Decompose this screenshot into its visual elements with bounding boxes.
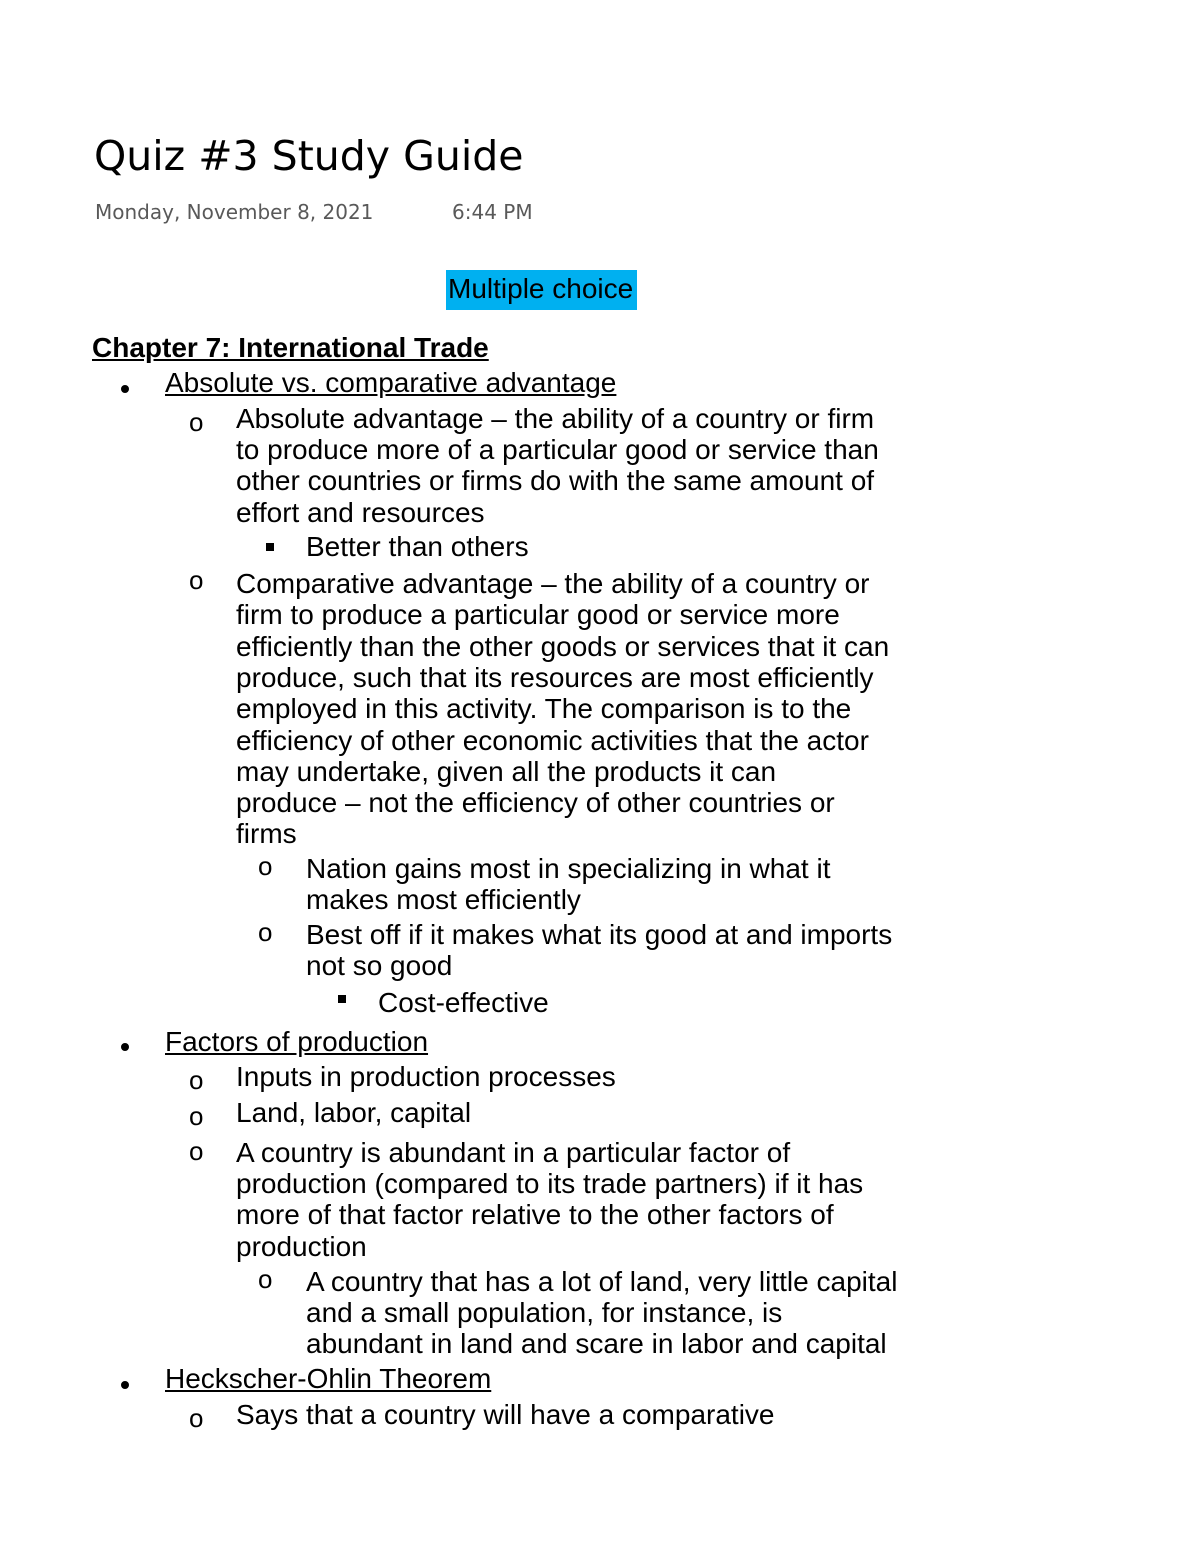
bullet-circle-icon: o (189, 1101, 204, 1131)
comparative-line-4: produce, such that its resources are most efficiently (236, 662, 874, 693)
bullet-square-icon (266, 543, 274, 551)
note-time: 6:44 PM (452, 200, 533, 224)
bullet-factors: Factors of production (165, 1026, 429, 1057)
comparative-line-6: efficiency of other economic activities that the actor (236, 725, 869, 756)
bullet-circle-icon: o (189, 1136, 204, 1166)
ho-item-1: Says that a country will have a comparative (236, 1399, 775, 1430)
absolute-line-4: effort and resources (236, 497, 485, 528)
bullet-dot-icon (121, 385, 129, 393)
bullet-circle-icon: o (189, 407, 204, 437)
bullet-dot-icon (121, 1381, 129, 1389)
highlight-block (446, 270, 637, 310)
bullet-square-icon (338, 995, 346, 1003)
comparative-line-2: firm to produce a particular good or service more (236, 599, 840, 630)
bullet-circle-icon: o (189, 1065, 204, 1095)
factors-item-1: Inputs in production processes (236, 1061, 616, 1092)
factors-sub-line-2: and a small population, for instance, is (306, 1297, 783, 1328)
factors-item-3-line-2: production (compared to its trade partners) if it has (236, 1168, 864, 1199)
bullet-circle-icon: o (258, 1264, 273, 1294)
factors-item-2: Land, labor, capital (236, 1097, 472, 1128)
comparative-line-9: firms (236, 818, 297, 849)
absolute-line-1: Absolute advantage – the ability of a country or firm (236, 403, 875, 434)
absolute-line-3: other countries or firms do with the same amount of (236, 465, 875, 496)
factors-sub-line-1: A country that has a lot of land, very little capital (306, 1266, 898, 1297)
comparative-sub2-line-1: Best off if it makes what its good at and imports (306, 919, 893, 950)
absolute-sub: Better than others (306, 531, 529, 562)
factors-item-3-line-1: A country is abundant in a particular factor of (236, 1137, 791, 1168)
comparative-line-3: efficiently than the other goods or services that it can (236, 631, 890, 662)
factors-sub-line-3: abundant in land and scare in labor and capital (306, 1328, 887, 1359)
factors-item-3-line-4: production (236, 1231, 367, 1262)
comparative-line-1: Comparative advantage – the ability of a country or (236, 568, 870, 599)
chapter-heading: Chapter 7: International Trade (92, 332, 489, 363)
comparative-sub2-detail: Cost-effective (378, 987, 549, 1018)
bullet-circle-icon: o (189, 565, 204, 595)
comparative-sub1-line-1: Nation gains most in specializing in what it (306, 853, 831, 884)
comparative-sub2-line-2: not so good (306, 950, 453, 981)
comparative-line-5: employed in this activity. The comparison is to the (236, 693, 852, 724)
absolute-line-2: to produce more of a particular good or service than (236, 434, 879, 465)
bullet-circle-icon: o (258, 917, 273, 947)
comparative-sub1-line-2: makes most efficiently (306, 884, 581, 915)
multiple-choice-label: Multiple choice (446, 270, 637, 310)
bullet-circle-icon: o (189, 1403, 204, 1433)
comparative-line-8: produce – not the efficiency of other countries or (236, 787, 835, 818)
factors-item-3-line-3: more of that factor relative to the other factors of (236, 1199, 834, 1230)
bullet-heckscher-ohlin: Heckscher-Ohlin Theorem (165, 1363, 492, 1394)
bullet-abs-comp: Absolute vs. comparative advantage (165, 367, 617, 398)
page-title: Quiz #3 Study Guide (94, 132, 524, 180)
bullet-circle-icon: o (258, 851, 273, 881)
bullet-dot-icon (121, 1043, 129, 1051)
note-date: Monday, November 8, 2021 (95, 200, 374, 224)
comparative-line-7: may undertake, given all the products it can (236, 756, 777, 787)
